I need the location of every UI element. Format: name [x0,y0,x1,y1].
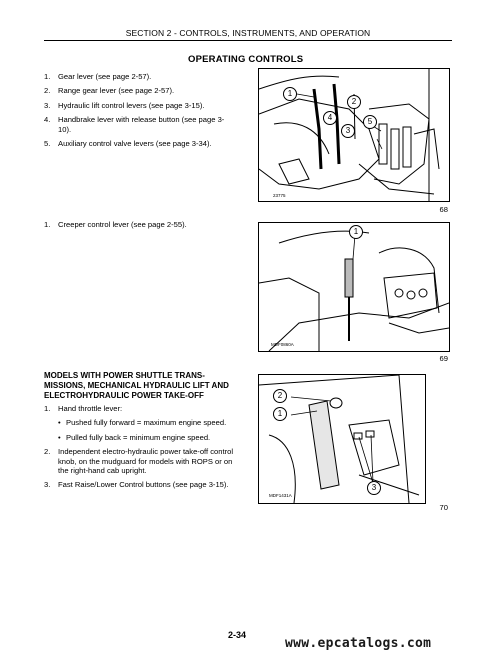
list-item [44,139,236,148]
item-number: 2. [44,86,51,96]
item-text: Hand throttle lever: [58,404,123,413]
figure-68-image [258,68,450,202]
figure-number: 69 [439,354,448,363]
figure-69-image [258,222,450,352]
bullet-item [44,433,238,442]
list-item [44,115,236,134]
bullet-item [44,418,238,427]
callout-3: 3 [341,124,355,138]
callout-1: 1 [273,407,287,421]
figure-code: MDF1431A [269,493,292,498]
list-item [44,220,236,229]
callout-4: 4 [323,111,337,125]
callout-1: 1 [283,87,297,101]
power-shuttle-section [44,371,238,495]
item-number: 2. [44,447,51,457]
item-text: Creeper control lever (see page 2-55). [58,220,187,229]
item-text: Hydraulic lift control levers (see page 3-15). [58,100,205,110]
bullet-text: Pulled fully back = minimum engine speed. [66,432,211,442]
page-title: OPERATING CONTROLS [188,54,304,65]
list-item [44,404,238,413]
item-number: 1. [44,72,51,81]
bullet-text: Pushed fully forward = maximum engine speed. [66,418,227,428]
page-number: 2-34 [228,630,247,640]
callout-5: 5 [363,115,377,129]
item-number: 3. [44,480,51,490]
callout-2: 2 [347,95,361,109]
list-item [44,86,236,95]
figure-70-image [258,374,426,504]
list-item [44,480,238,489]
item-number: 5. [44,139,51,149]
watermark-url: www.epcatalogs.com [285,636,432,651]
figure-number: 68 [439,205,448,214]
item-text: Gear lever (see page 2-57). [58,72,152,81]
item-text: Range gear lever (see page 2-57). [58,86,175,96]
item-text: Fast Raise/Lower Control buttons (see page 3-15). [58,480,229,490]
item-text: Handbrake lever with release button (see page 3-10). [58,115,225,134]
bullet-symbol: • [58,432,61,442]
list-item [44,72,236,81]
callout-3: 3 [367,481,381,495]
item-number: 1. [44,404,51,413]
section-header: SECTION 2 - CONTROLS, INSTRUMENTS, AND OPERATION [125,28,371,38]
callout-1: 1 [349,225,363,239]
controls-list-2 [44,220,236,234]
bullet-symbol: • [58,418,61,428]
item-text: Independent electro-hydraulic power take-off control knob, on the mudguard for models with ROPS or on the right-hand cab upright. [58,447,234,476]
header-rule [44,40,452,41]
creeper-lever-illustration [259,223,449,351]
list-item [44,447,238,475]
controls-list-1 [44,72,236,153]
list-item [44,101,236,110]
item-text: Auxiliary control valve levers (see page 3-34). [58,139,212,149]
figure-code: MDF0860A [271,342,294,347]
figure-code: 23775 [273,193,286,198]
item-number: 1. [44,220,51,229]
section-heading: MODELS WITH POWER SHUTTLE TRANS-MISSIONS, MECHANICAL HYDRAULIC LIFT AND ELECTROHYDRAULIC POWER TAKE-OFF [44,371,229,400]
figure-number: 70 [439,503,448,512]
item-number: 4. [44,115,51,125]
callout-2: 2 [273,389,287,403]
item-number: 3. [44,100,51,110]
